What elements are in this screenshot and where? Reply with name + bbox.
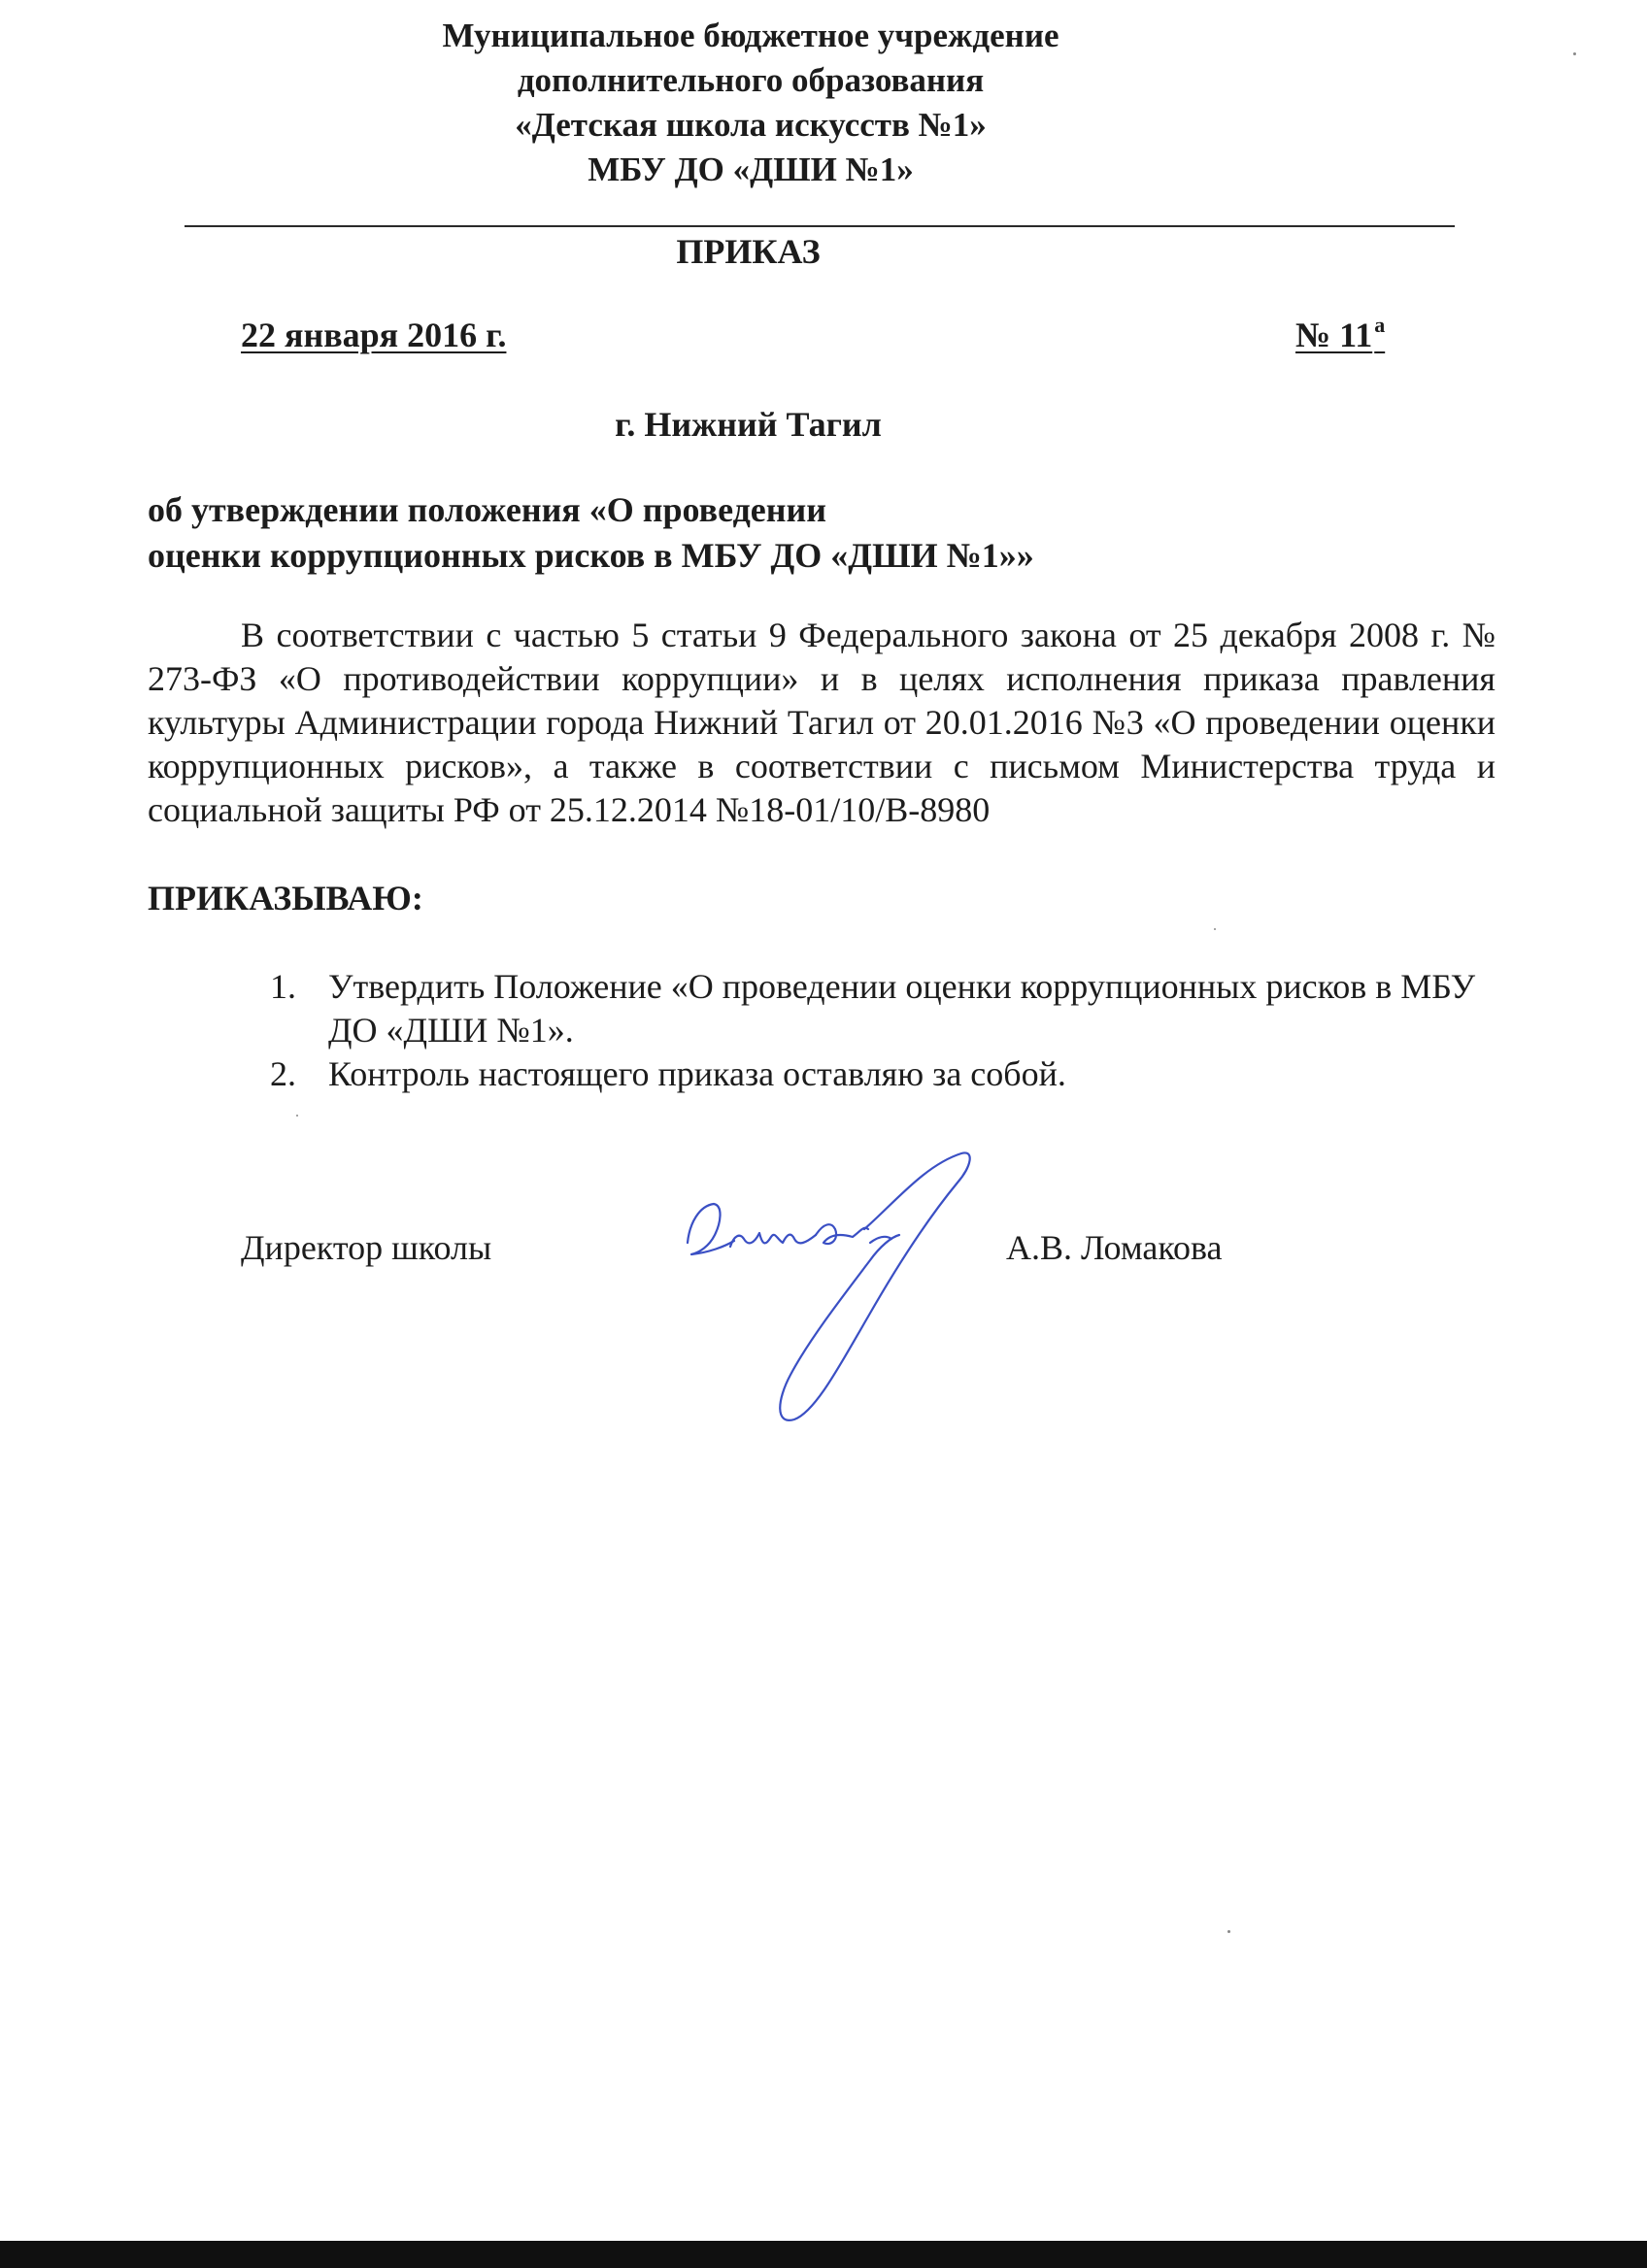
document-subject: [148, 487, 1034, 579]
header-line-3: «Детская школа искусств №1»: [515, 106, 987, 144]
organization-header: [0, 14, 1647, 192]
subject-line-1: об утверждении положения «О проведении: [148, 490, 827, 529]
scan-speck: [1214, 928, 1216, 930]
list-item-text: Контроль настоящего приказа оставляю за собой.: [328, 1054, 1066, 1093]
order-heading: ПРИКАЗЫВАЮ:: [148, 879, 423, 917]
header-line-1: Муниципальное бюджетное учреждение: [442, 17, 1059, 54]
document-number-text: № 11: [1295, 316, 1373, 354]
document-city-text: г. Нижний Тагил: [615, 405, 882, 444]
subject-line-2: оценки коррупционных рисков в МБУ ДО «ДШИ №1»»: [148, 536, 1034, 575]
document-number: [1295, 313, 1385, 357]
signatory-title: Директор школы: [241, 1228, 492, 1267]
scan-speck: [296, 1115, 298, 1117]
document-number-suffix: а: [1374, 313, 1386, 337]
scan-speck: [1573, 52, 1576, 55]
list-item-number: 1.: [270, 967, 296, 1006]
body-paragraph: В соответствии с частью 5 статьи 9 Федерального закона от 25 декабря 2008 г. № 273-ФЗ «О противодействии коррупции» и в целях исполнения приказа правления культуры Администрации города Нижний Тагил от 20.01.2016 №3 «О проведении оценки коррупционных рисков», а также в соответствии с письмом Министерства труда и социальной защиты РФ от 25.12.2014 №18-01/10/В-8980: [148, 616, 1496, 829]
signature-strokes: [688, 1152, 970, 1419]
document-type-title: [0, 229, 1647, 274]
scan-bottom-edge: [0, 2241, 1647, 2268]
list-item: [270, 1052, 1496, 1096]
list-item-text: Утвердить Положение «О проведении оценки коррупционных рисков в МБУ ДО «ДШИ №1».: [328, 967, 1476, 1050]
order-list: [270, 965, 1496, 1096]
document-city: [0, 402, 1647, 447]
signatory-name: А.В. Ломакова: [1006, 1228, 1223, 1267]
header-line-4: МБУ ДО «ДШИ №1»: [588, 150, 914, 188]
list-item-number: 2.: [270, 1054, 296, 1093]
scan-speck: [1227, 1930, 1230, 1933]
list-item: [270, 965, 1496, 1052]
header-line-2: дополнительного образования: [517, 61, 985, 99]
document-date: 22 января 2016 г.: [241, 316, 507, 354]
header-divider: [185, 225, 1455, 227]
handwritten-signature: [670, 1146, 1020, 1427]
document-type-text: ПРИКАЗ: [676, 232, 821, 271]
